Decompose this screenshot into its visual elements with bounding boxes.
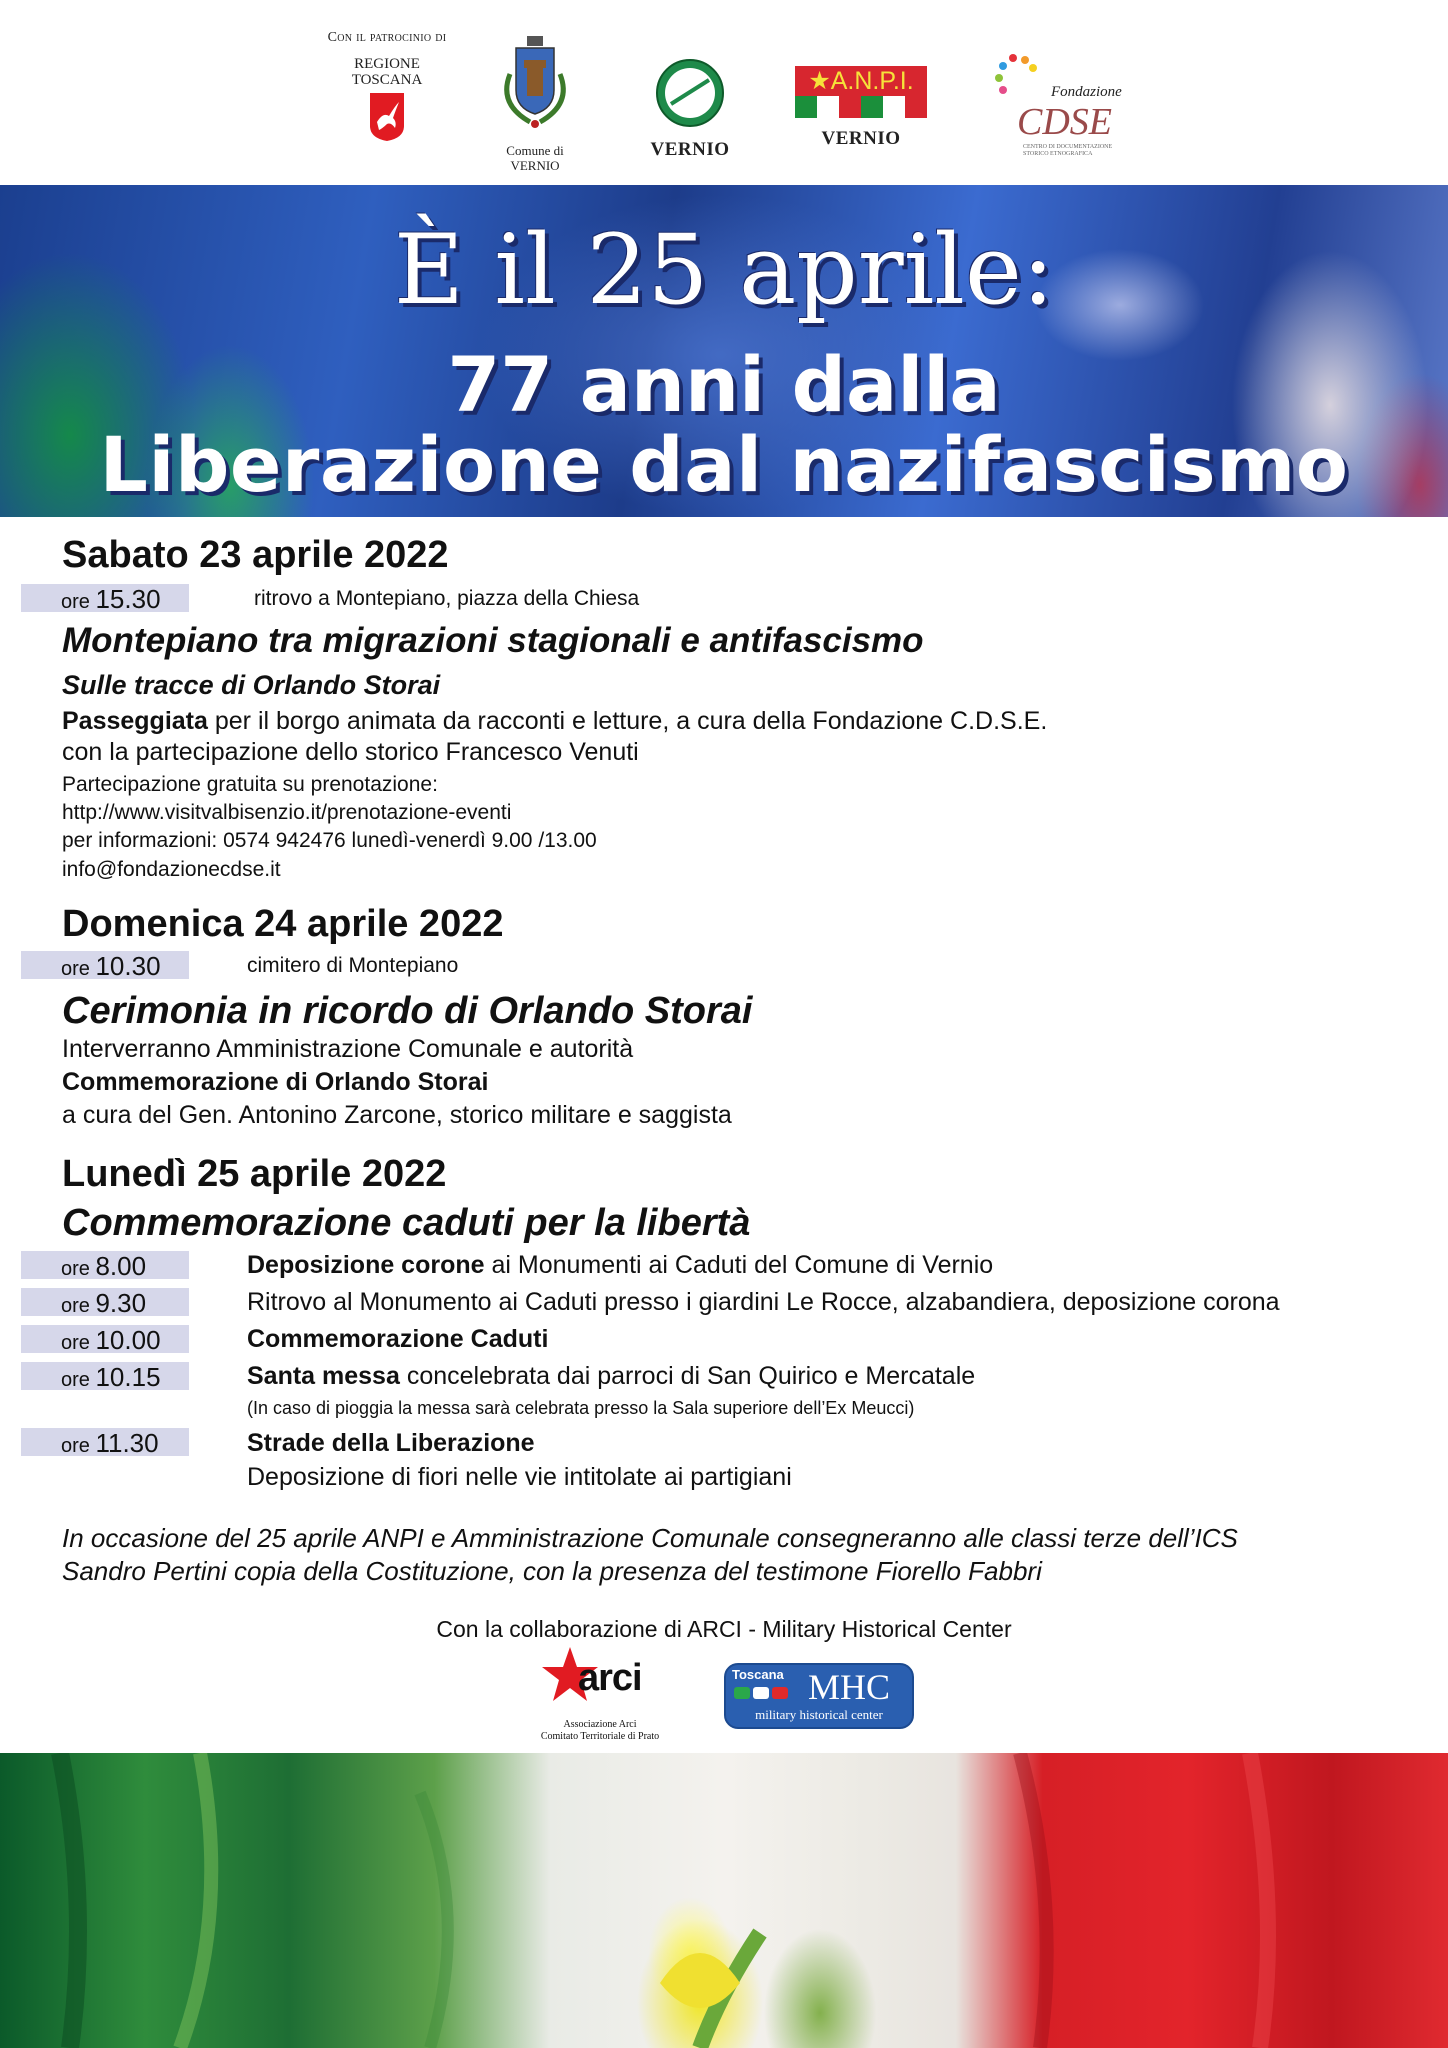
tricolor-painting xyxy=(0,1753,1448,2048)
time-value: 15.30 xyxy=(95,584,161,614)
comune-vernio-logo xyxy=(490,34,580,173)
saturday-description xyxy=(62,706,1047,737)
mhc-flag-icon xyxy=(734,1687,788,1699)
flower-painting-icon xyxy=(0,1753,1448,2048)
comune-line2: VERNIO xyxy=(510,158,560,173)
monday-item-1 xyxy=(247,1250,993,1280)
sponsor-header xyxy=(0,0,1448,185)
comune-crest-icon xyxy=(490,34,580,142)
closing-line1: In occasione del 25 aprile ANPI e Amministrazione Comunale consegneranno alle classi terze dell’ICS xyxy=(62,1523,1238,1553)
sunday-place: cimitero di Montepiano xyxy=(247,954,459,977)
mhc-region: Toscana xyxy=(732,1667,784,1682)
anpi-tricolor-icon xyxy=(795,96,927,118)
sunday-line2: Commemorazione di Orlando Storai xyxy=(62,1068,489,1096)
sunday-line1: Interverranno Amministrazione Comunale e autorità xyxy=(62,1035,634,1063)
banner-subtitle-1: 77 anni dalla xyxy=(447,340,1001,429)
time-value: 10.00 xyxy=(95,1325,161,1355)
regione-toscana-logo xyxy=(312,30,462,147)
alpini-label: VERNIO xyxy=(650,139,730,160)
closing-line2: Sandro Pertini copia della Costituzione, con la presenza del testimone Fiorello Fabbri xyxy=(62,1556,1042,1586)
banner-title: È il 25 aprile: xyxy=(393,214,1055,326)
time-value: 10.15 xyxy=(95,1362,161,1392)
saturday-booking-link[interactable]: http://www.visitvalbisenzio.it/prenotazione-eventi xyxy=(62,801,512,824)
saturday-desc-bold: Passeggiata xyxy=(62,707,208,735)
saturday-desc-rest: per il borgo animata da racconti e letture, a cura della Fondazione C.D.S.E. xyxy=(207,707,1048,735)
time-prefix: ore xyxy=(61,1435,90,1457)
saturday-info-email[interactable]: info@fondazionecdse.it xyxy=(62,858,281,881)
saturday-place: ritrovo a Montepiano, piazza della Chiesa xyxy=(254,587,640,610)
anpi-logo xyxy=(795,66,927,150)
monday-item-4-note: (In caso di pioggia la messa sarà celebrata presso la Sala superiore dell’Ex Meucci) xyxy=(247,1398,915,1418)
monday-time-box-1 xyxy=(21,1251,189,1279)
mhc-wordmark: MHC xyxy=(808,1667,891,1707)
time-value: 9.30 xyxy=(95,1288,147,1318)
monday-time-box-3 xyxy=(21,1325,189,1353)
time-prefix: ore xyxy=(61,1332,90,1354)
fondazione-label: Fondazione xyxy=(1051,84,1122,100)
anpi-badge: ★A.N.P.I. xyxy=(795,66,927,96)
regione-line2: TOSCANA xyxy=(351,72,423,88)
mhc-logo xyxy=(724,1663,914,1729)
banner-subtitle-2: Liberazione dal nazifascismo xyxy=(99,420,1349,509)
monday-item-4-bold: Santa messa xyxy=(247,1362,400,1390)
monday-heading: Lunedì 25 aprile 2022 xyxy=(62,1153,447,1195)
saturday-heading: Sabato 23 aprile 2022 xyxy=(62,534,449,576)
alpini-emblem-icon xyxy=(655,58,725,128)
monday-item-5-line2: Deposizione di fiori nelle vie intitolate ai partigiani xyxy=(247,1463,792,1491)
comune-line1: Comune di xyxy=(506,143,564,158)
saturday-time-box xyxy=(21,584,189,612)
monday-item-2: Ritrovo al Monumento ai Caduti presso i giardini Le Rocce, alzabandiera, deposizione corona xyxy=(247,1288,1280,1316)
cdse-label: CDSE xyxy=(1017,101,1112,143)
time-prefix: ore xyxy=(61,591,90,613)
sunday-event-title: Cerimonia in ricordo di Orlando Storai xyxy=(62,990,753,1032)
saturday-event-title: Montepiano tra migrazioni stagionali e antifascismo xyxy=(62,621,924,660)
regione-line1: REGIONE xyxy=(354,56,420,72)
monday-item-1-bold: Deposizione corone xyxy=(247,1251,485,1279)
patronage-label: Con il patrocinio di xyxy=(327,30,447,45)
saturday-desc-line2: con la partecipazione dello storico Francesco Venuti xyxy=(62,738,639,766)
alpini-logo xyxy=(640,58,740,161)
monday-item-5: Strade della Liberazione xyxy=(247,1429,535,1457)
monday-item-4 xyxy=(247,1361,975,1391)
monday-time-box-4 xyxy=(21,1362,189,1390)
sunday-line3: a cura del Gen. Antonino Zarcone, storico militare e saggista xyxy=(62,1101,732,1129)
time-value: 10.30 xyxy=(95,951,161,981)
sunday-time-box xyxy=(21,951,189,979)
anpi-label: VERNIO xyxy=(821,128,901,149)
pegasus-shield-icon xyxy=(369,92,405,142)
mhc-subtitle: military historical center xyxy=(755,1707,883,1722)
monday-item-3: Commemorazione Caduti xyxy=(247,1325,549,1353)
arci-logo xyxy=(530,1645,670,1745)
cdse-ring-icon xyxy=(995,54,1045,104)
time-value: 11.30 xyxy=(95,1428,159,1458)
title-banner xyxy=(0,185,1448,517)
sunday-heading: Domenica 24 aprile 2022 xyxy=(62,903,504,945)
monday-time-box-2 xyxy=(21,1288,189,1316)
time-prefix: ore xyxy=(61,1295,90,1317)
time-value: 8.00 xyxy=(95,1251,147,1281)
saturday-info-line1: Partecipazione gratuita su prenotazione: xyxy=(62,773,438,796)
time-prefix: ore xyxy=(61,1258,90,1280)
saturday-info-phone: per informazioni: 0574 942476 lunedì-venerdì 9.00 /13.00 xyxy=(62,829,597,852)
monday-item-1-rest: ai Monumenti ai Caduti del Comune di Vernio xyxy=(484,1251,994,1279)
arci-line2: Comitato Territoriale di Prato xyxy=(540,1731,660,1742)
cdse-subtitle: CENTRO DI DOCUMENTAZIONE STORICO ETNOGRAFICA xyxy=(1023,144,1113,157)
saturday-event-subtitle: Sulle tracce di Orlando Storai xyxy=(62,670,441,700)
monday-time-box-5 xyxy=(21,1428,189,1456)
time-prefix: ore xyxy=(61,958,90,980)
time-prefix: ore xyxy=(61,1369,90,1391)
monday-item-4-rest: concelebrata dai parroci di San Quirico e Mercatale xyxy=(399,1362,976,1390)
collaboration-text: Con la collaborazione di ARCI - Military Historical Center xyxy=(436,1616,1012,1642)
monday-event-title: Commemorazione caduti per la libertà xyxy=(62,1202,751,1244)
arci-line1: Associazione Arci xyxy=(563,1719,637,1730)
arci-wordmark: arci xyxy=(578,1657,642,1699)
